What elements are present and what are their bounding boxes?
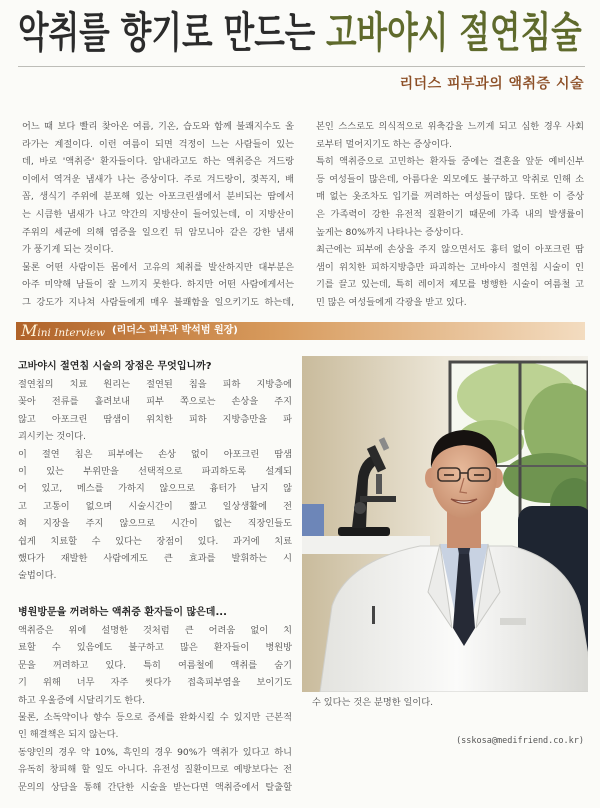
title-divider [18,66,585,67]
text-line: 민 많은 여성들에게 각광을 받고 있다. [316,296,467,308]
article-subtitle: 리더스 피부과의 액취증 시술 [399,76,584,92]
interviewee-label: (리더스 피부과 박석범 원장) [112,325,238,336]
qa-block-1 [18,358,292,585]
text-line: 했다가 재발한 사람에게도 큰 효과를 발휘하는 시 [18,552,292,564]
text-line: 가 풍기게 되는 것이다. [22,244,114,256]
text-line: 높게는 80%까지 나타나는 증상이다. [316,226,464,238]
text-line: 절연침의 치료 원리는 절연된 침을 피하 지방층에 [18,379,292,390]
intro-right-column [316,118,584,312]
text-line: 문의의 상담을 통해 간단한 시술을 받는다면 액취증에서 탈출할 [18,781,292,793]
text-line: 혀 지장을 주지 않으므로 시간이 없는 직장인들도 [18,518,292,530]
intro-left-column [22,118,294,312]
author-email: (sskosa@medifriend.co.kr) [456,736,584,746]
text-line: 아주 미약해 남들이 잘 느끼지 못한다. 하지만 어떤 사람에게서는 [22,279,294,291]
text-line: 꽂아 전류를 흘려보내 피부 쪽으로는 손상을 주지 [18,396,292,408]
text-line: 그 강도가 지나쳐 사람들에게 매우 불쾌함을 일으키기도 하는데, [22,296,294,308]
text-line: 로부터 멀어지기도 하는 증상이다. [316,138,452,150]
text-line: 라가는 계절이다. 이런 여름이 되면 걱정이 느는 사람들이 있는 [22,138,294,150]
text-line: 이 절연 침은 피부에는 손상 없이 아포크린 땀샘 [18,448,292,460]
text-line: 인 해결책은 되지 않는다. [18,729,119,741]
text-line: 문을 꺼려하고 있다. 특히 여름철에 액취를 숨기 [18,659,292,671]
question-heading: 병원방문을 꺼려하는 액취증 환자들이 많은데... [18,607,227,618]
mini-interview-bar [16,322,585,340]
text-line: 기를 끌고 있는데, 특히 레이저 제모를 병행한 시술이 여름철 고 [316,279,584,291]
text-line: 물론, 소독약이나 향수 등으로 증세를 완화시킬 수 있지만 근본적 [18,711,292,723]
text-line: 매 없는 옷조차도 입기를 꺼려하는 여성들이 많다. 또한 이 증상 [316,191,584,203]
text-line: 어 있고, 메스를 가하지 않으므로 흉터가 남지 않 [18,483,292,495]
qa-block-2 [18,604,292,796]
text-line: 은 가족력이 강한 유전적 질환이기 때문에 가족 내의 발생률이 [316,208,584,220]
question-heading: 고바야시 절연침 시술의 장점은 무엇입니까? [18,361,212,372]
text-line: 하고 우울증에 시달리기도 한다. [18,694,146,706]
title-accent: 고바야시 절연침술 [325,8,582,57]
text-line: 꼽, 생식기 주위에 분포해 있는 아포크린샘에서 분비되는 땀에서 [22,191,294,203]
text-line: 않고 아포크린 땀샘이 위치한 피하 지방층만을 파 [18,413,292,425]
article-title [18,8,582,58]
text-line: 는 시큼한 냄새가 나고 약간의 지방산이 들어있는데, 이 지방산이 [22,208,294,220]
text-line: 물론 어떤 사람이든 몸에서 고유의 체취를 발산하지만 대부분은 [22,261,294,273]
doctor-photo [302,356,588,692]
text-line: 이에서 역겨운 냄새가 나는 증상이다. 주로 겨드랑이, 젖꼭지, 배 [22,173,294,185]
answer-body [18,376,292,585]
text-line: 쉽게 치료할 수 있다는 장점이 있다. 과거에 치료 [18,535,292,547]
text-line: 괴시키는 것이다. [18,431,86,443]
text-line: 고 고통이 없으며 시술시간이 짧고 일상생활에 전 [18,500,292,512]
text-line: 어느 때 보다 빨리 찾아온 여름, 기온, 습도와 함께 불쾌지수도 올 [22,121,294,132]
text-line: 액취증은 위에 설명한 것처럼 큰 어려움 없이 치 [18,625,292,636]
text-line: 데, 바로 '액취증' 환자들이다. 암내라고도 하는 액취증은 겨드랑 [22,156,294,168]
text-line: 이 있는 부위만을 선택적으로 파괴하도록 설계되 [18,465,292,477]
text-line: 특히 액취증으로 고민하는 환자들 중에는 결혼을 앞둔 예비신부 [316,156,584,168]
text-line: 료할 수 있음에도 불구하고 많은 환자들이 병원방 [18,642,292,654]
text-line: 유독히 창피해 할 일도 아니다. 유전성 질환이므로 예방보다는 전 [18,764,292,776]
text-line: 주위의 세균에 의해 염증을 일으킨 뒤 암모니아 같은 강한 냄새 [22,226,294,238]
text-line: 최근에는 피부에 손상을 주지 않으면서도 흉터 없이 아포크린 땀 [316,244,584,256]
mini-interview-label: Mini Interview [21,321,106,340]
title-main: 악취를 향기로 만드는 [18,8,316,57]
text-line: 샘이 위치한 피하지방층만 파괴하는 고바야시 절연침 시술이 인 [316,261,584,273]
name-tag [500,618,526,625]
answer-body [18,622,292,796]
doctor-photo-image [302,356,588,692]
text-line: 본인 스스로도 의식적으로 위축감을 느끼게 되고 심한 경우 사회 [316,121,584,132]
continuation-line: 수 있다는 것은 분명한 일이다. [312,697,434,708]
text-line: 술법이다. [18,570,57,582]
text-line: 등 여성들이 많은데, 아름다운 외모에도 불구하고 악취로 인해 소 [316,173,584,185]
text-line: 기 위해 너무 자주 씻다가 접촉피부염을 보이기도 [18,677,292,689]
text-line: 동양인의 경우 약 10%, 흑인의 경우 90%가 액취가 있다고 하니 [18,746,292,758]
